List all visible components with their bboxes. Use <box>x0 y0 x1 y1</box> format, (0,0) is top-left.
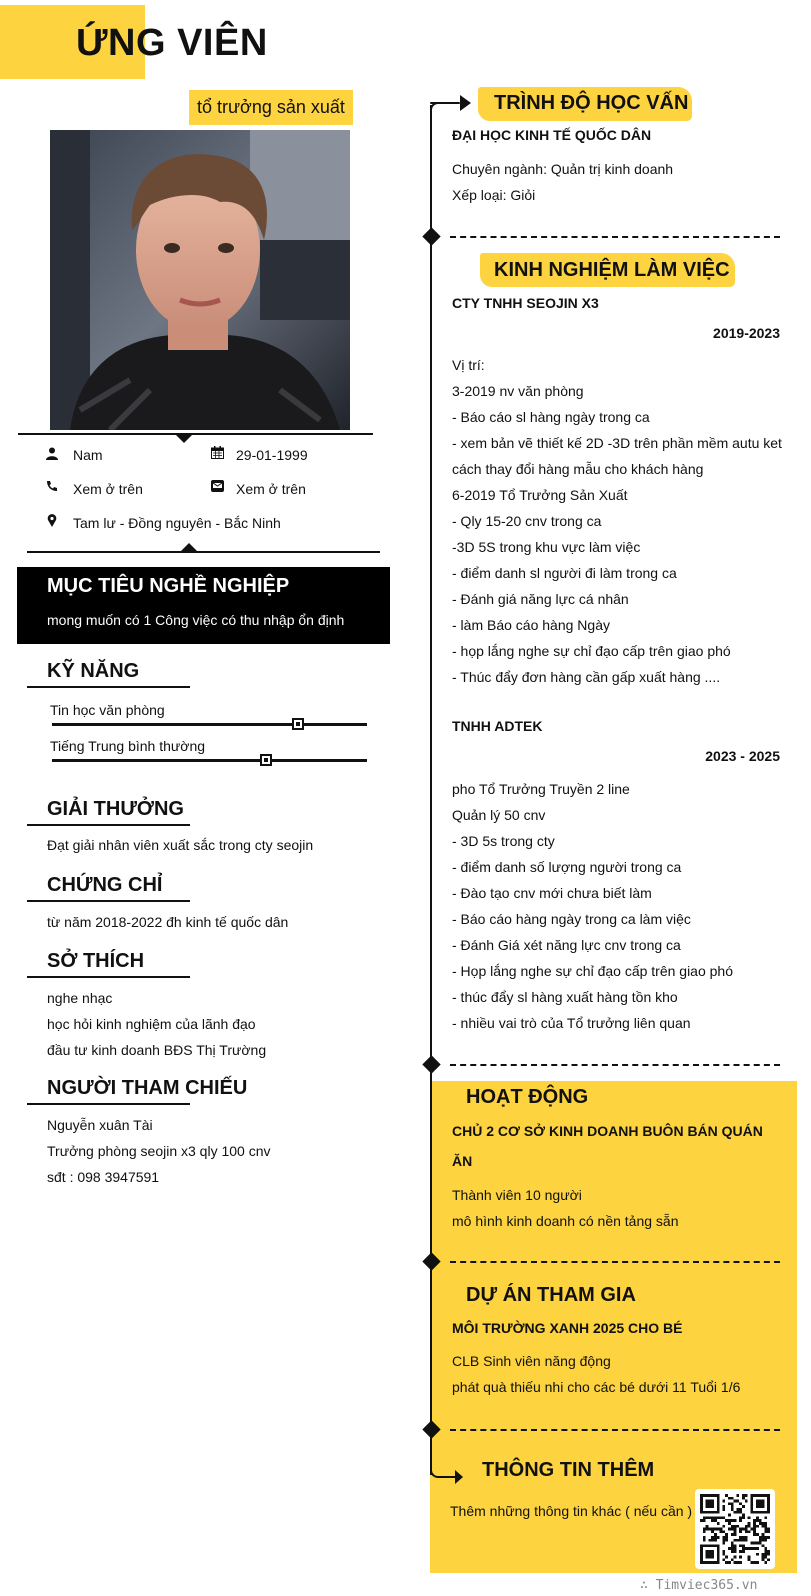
education-grade: Xếp loại: Giỏi <box>452 187 536 203</box>
job-description-line: Vị trí: <box>452 357 485 373</box>
projects-title: DỰ ÁN THAM GIA <box>466 1284 636 1306</box>
job-description-line: - Thúc đẩy đơn hàng cần gấp xuất hàng .... <box>452 669 721 685</box>
objective-text: mong muốn có 1 Công việc có thu nhập ổn định <box>47 612 345 628</box>
job-description-line: - Báo cáo sl hàng ngày trong ca <box>452 409 650 425</box>
job-title-badge: tổ trưởng sản xuất <box>189 90 353 125</box>
education-school: ĐẠI HỌC KINH TẾ QUỐC DÂN <box>452 127 652 143</box>
activities-title: HOẠT ĐỘNG <box>466 1086 589 1108</box>
project-line: CLB Sinh viên năng động <box>452 1353 611 1369</box>
job-description-line: - 3D 5s trong cty <box>452 833 555 849</box>
objective-section <box>17 567 390 644</box>
job-description-line: - Báo cáo hàng ngày trong ca làm việc <box>452 911 691 927</box>
experience-title: KINH NGHIỆM LÀM VIỆC <box>494 259 730 281</box>
divider-arrow-up <box>181 543 197 551</box>
section-dashed-divider <box>450 1064 780 1066</box>
job-description-line: 6-2019 Tổ Trưởng Sản Xuất <box>452 487 628 503</box>
birthdate-value: 29-01-1999 <box>236 447 308 463</box>
phone-icon <box>45 480 59 495</box>
map-marker-icon <box>45 514 59 530</box>
section-dashed-divider <box>450 1429 780 1431</box>
education-major: Chuyên ngành: Quản trị kinh doanh <box>452 161 674 177</box>
hobbies-title: SỞ THÍCH <box>47 950 145 972</box>
email-value: Xem ở trên <box>236 481 306 497</box>
skill-bar <box>52 759 367 762</box>
timeline-top-corner <box>430 102 440 112</box>
awards-text: Đạt giải nhân viên xuất sắc trong cty seojin <box>47 837 314 853</box>
skill-name: Tin học văn phòng <box>50 702 165 718</box>
certificates-title: CHỨNG CHỈ <box>47 874 163 896</box>
job-description-line: 3-2019 nv văn phòng <box>452 383 584 399</box>
email-icon <box>210 480 224 495</box>
job-description-line: - thúc đẩy sl hàng xuất hàng tồn kho <box>452 989 678 1005</box>
skill-level-marker <box>292 718 304 730</box>
education-title: TRÌNH ĐỘ HỌC VẤN <box>494 92 689 114</box>
address-value: Tam lư - Đồng nguyên - Bắc Ninh <box>73 515 281 531</box>
job-company: TNHH ADTEK <box>452 718 543 734</box>
watermark: ∴ Timviec365.vn <box>640 1578 758 1593</box>
timeline-node <box>422 227 440 245</box>
job-description-line: - điểm danh sl người đi làm trong ca <box>452 565 677 581</box>
skill-name: Tiếng Trung bình thường <box>50 738 206 754</box>
job-description-line: -3D 5S trong khu vực làm việc <box>452 539 641 555</box>
job-description-line: - họp lắng nghe sự chỉ đạo cấp trên giao phó <box>452 643 731 659</box>
job-description-line: - điểm danh số lượng người trong ca <box>452 859 682 875</box>
more-info-text: Thêm những thông tin khác ( nếu cần ) <box>450 1503 693 1519</box>
certificates-text: từ năm 2018-2022 đh kinh tế quốc dân <box>47 914 289 930</box>
divider-arrow <box>176 435 192 443</box>
job-description-line: - Qly 15-20 cnv trong ca <box>452 513 602 529</box>
skill-bar <box>52 723 367 726</box>
references-underline <box>27 1103 190 1105</box>
info-bottom-divider <box>27 551 380 553</box>
arrow-right-icon <box>455 1470 463 1484</box>
candidate-name: ỨNG VIÊN <box>76 22 268 64</box>
watermark-text: Timviec365.vn <box>655 1578 758 1593</box>
job-description-line: - xem bản vẽ thiết kế 2D -3D trên phần mềm autu ket <box>452 435 782 451</box>
job-description-line: - Đào tạo cnv mới chưa biết làm <box>452 885 652 901</box>
project-line: phát quà thiếu nhi cho các bé dưới 11 Tuổi 1/6 <box>452 1379 741 1395</box>
qr-code-icon <box>695 1489 775 1569</box>
objective-title: MỤC TIÊU NGHỀ NGHIỆP <box>47 575 290 597</box>
awards-underline <box>27 824 190 826</box>
timeline-node <box>422 1055 440 1073</box>
skills-title: KỸ NĂNG <box>47 660 140 682</box>
calendar-icon <box>210 446 224 462</box>
job-description-line: - Đánh giá năng lực cá nhân <box>452 591 629 607</box>
job-description-line: cách thay đổi hàng mẫu cho khách hàng <box>452 461 704 477</box>
reference-item: sđt : 098 3947591 <box>47 1169 160 1185</box>
job-description-line: - Đánh Giá xét năng lực cnv trong ca <box>452 937 681 953</box>
phone-value: Xem ở trên <box>73 481 143 497</box>
activities-organization: CHỦ 2 CƠ SỞ KINH DOANH BUÔN BÁN QUÁN <box>452 1123 763 1139</box>
hobbies-underline <box>27 976 190 978</box>
hobby-item: đầu tư kinh doanh BĐS Thị Trường <box>47 1042 267 1058</box>
job-description-line: - Họp lắng nghe sự chỉ đạo cấp trên giao phó <box>452 963 734 979</box>
references-title: NGƯỜI THAM CHIẾU <box>47 1077 248 1099</box>
awards-title: GIẢI THƯỞNG <box>47 798 184 820</box>
activities-line: Thành viên 10 người <box>452 1187 582 1203</box>
job-description-line: pho Tổ Trưởng Truyền 2 line <box>452 781 630 797</box>
info-top-divider <box>18 433 373 435</box>
arrow-right-icon <box>460 95 471 111</box>
certificates-underline <box>27 900 190 902</box>
section-dashed-divider <box>450 1261 780 1263</box>
skills-underline <box>27 686 190 688</box>
job-company: CTY TNHH SEOJIN X3 <box>452 295 599 311</box>
reference-item: Trưởng phòng seojin x3 qly 100 cnv <box>47 1143 271 1159</box>
activities-line: mô hình kinh doanh có nền tảng sẵn <box>452 1213 679 1229</box>
hobby-item: nghe nhạc <box>47 990 113 1006</box>
more-info-title: THÔNG TIN THÊM <box>482 1459 655 1481</box>
reference-item: Nguyễn xuân Tài <box>47 1117 153 1133</box>
job-description-line: - nhiều vai trò của Tổ trưởng liên quan <box>452 1015 691 1031</box>
job-period: 2023 - 2025 <box>705 748 780 764</box>
job-description-line: - làm Báo cáo hàng Ngày <box>452 617 610 633</box>
skill-level-marker <box>260 754 272 766</box>
avatar <box>50 130 350 430</box>
job-period: 2019-2023 <box>713 325 780 341</box>
activities-organization-cont: ĂN <box>452 1153 473 1169</box>
user-icon <box>45 447 59 463</box>
section-dashed-divider <box>450 236 780 238</box>
project-name: MÔI TRƯỜNG XANH 2025 CHO BÉ <box>452 1320 683 1336</box>
hobby-item: học hỏi kinh nghiệm của lãnh đạo <box>47 1016 256 1032</box>
gender-value: Nam <box>73 447 103 463</box>
job-description-line: Quản lý 50 cnv <box>452 807 546 823</box>
